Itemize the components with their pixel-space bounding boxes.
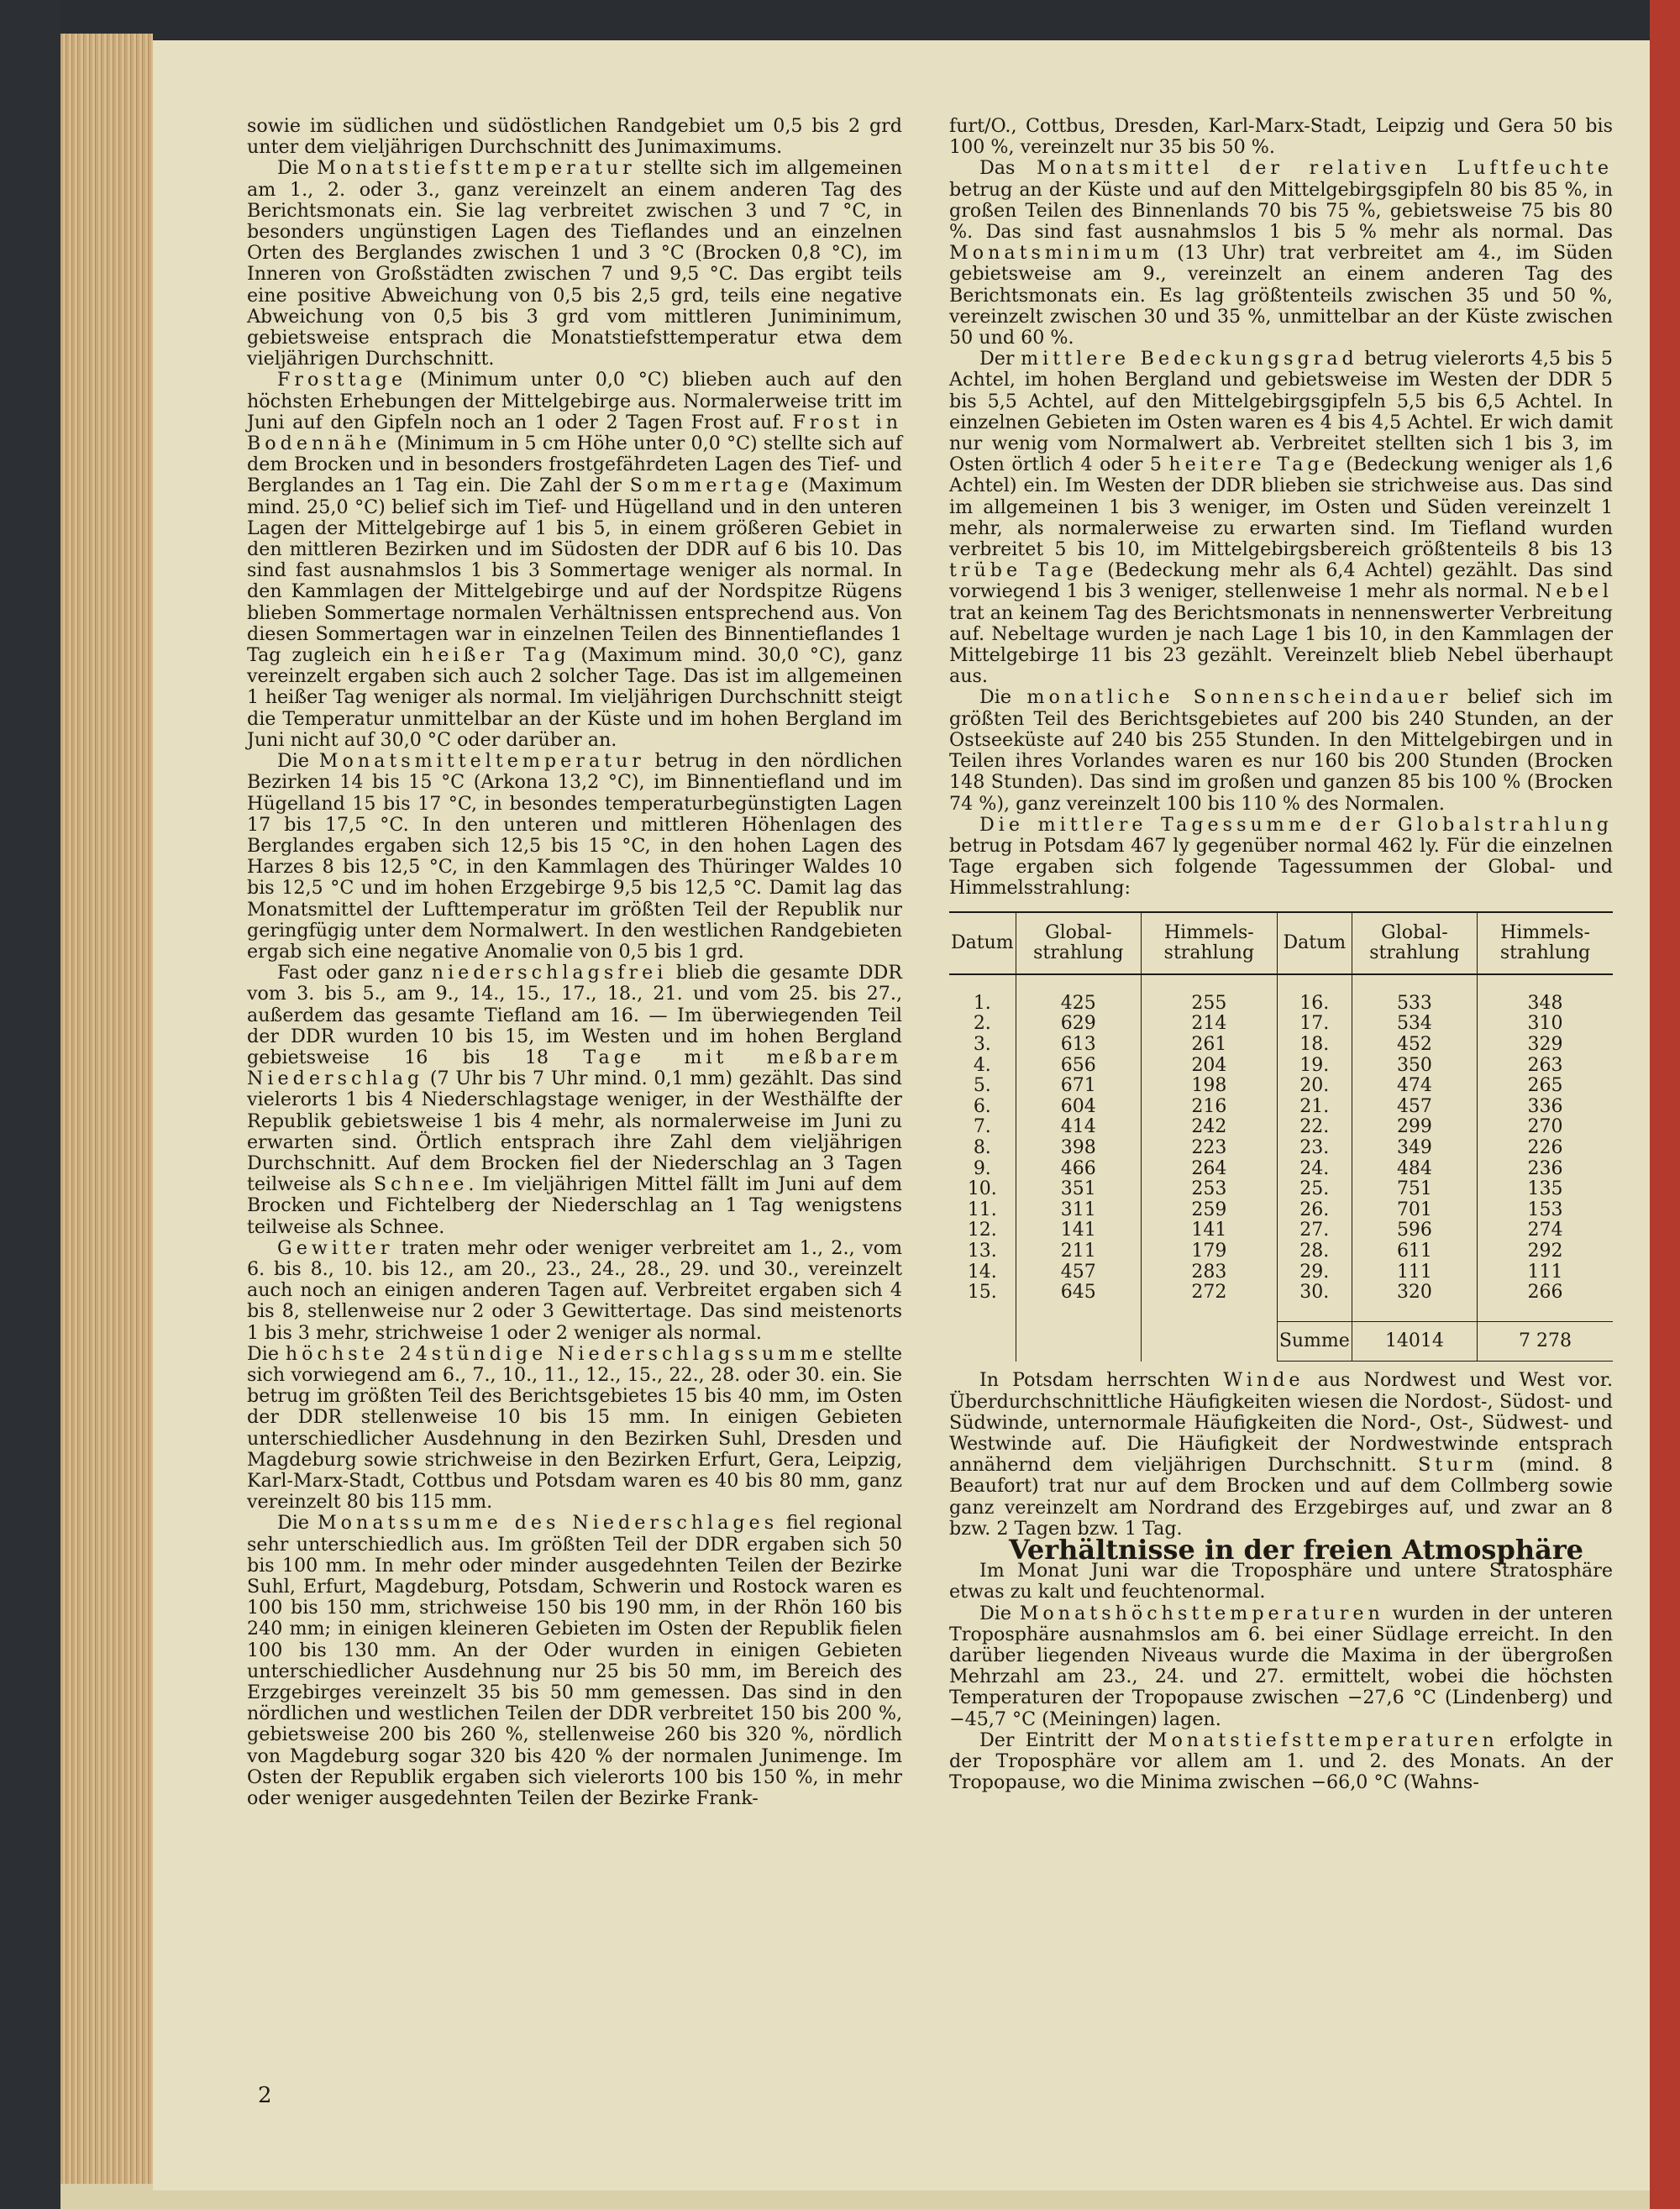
paragraph: Im Monat Juni war die Troposphäre und untere Stratosphäre etwas zu kalt und feuchtenormal. <box>949 1560 1613 1603</box>
table-cell: 270 <box>1478 1117 1613 1138</box>
paragraph: Die Monatshöchsttemperaturen wurden in der unteren Troposphäre ausnahmslos am 6. bei einer Südlage erreicht. In den darüber liegenden Niveaus wurde die Maxima in der übergroßen Mehrzahl am 23., 24. und 27. ermittelt, wobei die höchsten Temperaturen der Tropopause zwischen −27,6 °C (Lindenberg) und −45,7 °C (Meiningen) lagen. <box>949 1602 1613 1730</box>
table-cell: 242 <box>1141 1117 1277 1138</box>
table-cell: 3. <box>973 1034 991 1055</box>
table-cell: 16. <box>1277 994 1352 1015</box>
table-cell: 23. <box>1277 1138 1352 1159</box>
table-cell: 21. <box>1277 1096 1352 1117</box>
paragraph: Der mittlere Bedeckungsgrad betrug vielerorts 4,5 bis 5 Achtel, im hohen Bergland und gebietsweise im Westen der DDR 5 bis 5,5 Achtel, auf den Mittelgebirgsgipfeln 5,5 bis 6,5 Achtel. In einzelnen Gebieten im Osten waren es 4 bis 4,5 Achtel. Er wich damit nur wenig vom Normalwert ab. Verbreitet stellten sich 1 bis 3, im Osten örtlich 4 oder 5 heitere Tage (Bedeckung weniger als 1,6 Achtel) ein. Im Westen der DDR blieben sie strichweise aus. Das sind im allgemeinen 1 bis 3 weniger, im Osten und Süden vereinzelt 1 mehr, als normalerweise zu erwarten sind. Im Tiefland wurden verbreitet 5 bis 10, im Mittelgebirgsbereich größtenteils 8 bis 13 trübe Tage (Bedeckung mehr als 6,4 Achtel) gezählt. Das sind vorwiegend 1 bis 3 weniger, stellenweise 1 mehr als normal. Nebel trat an keinem Tag des Berichtsmonats in nennenswerter Verbreitung auf. Nebeltage wurden je nach Lage 1 bis 10, in den Kammlagen der Mittelgebirge 11 bis 23 gezählt. Vereinzelt blieb Nebel überhaupt aus. <box>949 348 1614 688</box>
table-cell: 9. <box>973 1157 991 1179</box>
table-cell: 223 <box>1141 1138 1277 1159</box>
table-cell: 141 <box>1016 1220 1141 1241</box>
paragraph: Die Monatstiefsttemperatur stellte sich im allgemeinen am 1., 2. oder 3., ganz vereinzelt an einem anderen Tag des Berichtsmonats ein. Sie lag verbreitet zwischen 3 und 7 °C, in besonders ungünstigen Lagen des Tieflandes und an einzelnen Orten des Berglandes zwischen 1 und 3 °C (Brocken 0,8 °C), im Inneren von Großstädten zwischen 7 und 9,5 °C. Das ergibt teils eine positive Abweichung von 0,5 bis 2,5 grd, teils eine negative Abweichung von 0,5 bis 3 grd vom mittleren Juniminimum, gebietsweise entsprach die Monatstiefsttemperatur etwa dem vieljährigen Durchschnitt. <box>247 157 902 370</box>
table-cell: 255 <box>1141 994 1277 1015</box>
table-row <box>949 1117 1613 1138</box>
table-cell: 25. <box>1277 1179 1352 1200</box>
paragraph: Die mittlere Tagessumme der Globalstrahlung betrug in Potsdam 467 ly gegenüber normal 462 ly. Für die einzelnen Tage ergaben sich folgende Tagessummen der Global- und Himmelsstrahlung: <box>949 813 1613 900</box>
table-cell: 15. <box>967 1282 997 1304</box>
table-row <box>949 1241 1613 1262</box>
table-cell: 22. <box>1277 1117 1352 1138</box>
table-header: Himmels-strahlung <box>1141 912 1277 974</box>
table-cell: 253 <box>1141 1179 1277 1200</box>
paragraph: Die monatliche Sonnenscheindauer belief sich im größten Teil des Berichtsgebietes auf 200 bis 240 Stunden, an der Ostseeküste auf 240 bis 255 Stunden. In den Mittelgebirgen und in Teilen ihres Vorlandes waren es nur 160 bis 200 Stunden (Brocken 148 Stunden). Das sind im großen und ganzen 85 bis 100 % (Brocken 74 %), ganz vereinzelt 100 bis 110 % des Normalen. <box>949 686 1613 815</box>
table-cell: 27. <box>1277 1220 1352 1241</box>
table-cell: 141 <box>1141 1220 1277 1241</box>
table-cell: 474 <box>1352 1076 1477 1097</box>
table-cell: 198 <box>1141 1076 1277 1097</box>
table-cell: 336 <box>1478 1096 1613 1117</box>
paragraph: Gewitter traten mehr oder weniger verbreitet am 1., 2., vom 6. bis 8., 10. bis 12., am 20., 23., 24., 28., 29. und 30., vereinzelt auch noch an einigen anderen Tagen auf. Verbreitet ergaben sich 4 bis 8, stellenweise nur 2 oder 3 Gewittertage. Das sind meistenorts 1 bis 3 mehr, strichweise 1 oder 2 weniger als normal. <box>247 1236 902 1344</box>
table-cell: 348 <box>1478 994 1613 1015</box>
table-cell: 351 <box>1016 1179 1141 1200</box>
right-column <box>949 116 1613 1793</box>
sum-cell: 7 278 <box>1478 1322 1613 1362</box>
table-cell: 13. <box>967 1240 997 1262</box>
book-top-edge <box>60 0 1680 40</box>
table-cell: 264 <box>1141 1158 1277 1179</box>
table-row <box>949 1199 1613 1220</box>
left-column <box>247 116 902 1809</box>
table-header-row <box>949 912 1613 974</box>
paragraph: Die höchste 24stündige Niederschlagssumme stellte sich vorwiegend am 6., 7., 10., 11., 12., 15., 22., 28. oder 30. ein. Sie betrug im größten Teil des Berichtsgebietes 15 bis 40 mm, im Osten der DDR stellenweise 10 bis 15 mm. In einigen Gebieten unterschiedlicher Ausdehnung in den Bezirken Suhl, Dresden und Magdeburg sowie strichweise in den Bezirken Erfurt, Gera, Leipzig, Karl-Marx-Stadt, Cottbus und Potsdam waren es 40 bis 80 mm, ganz vereinzelt 80 bis 115 mm. <box>247 1342 902 1514</box>
table-cell: 261 <box>1141 1035 1277 1056</box>
table-cell: 349 <box>1352 1138 1477 1159</box>
table-cell: 671 <box>1016 1076 1141 1097</box>
table-row <box>949 1096 1613 1117</box>
table-cell: 329 <box>1478 1035 1613 1056</box>
table-cell: 111 <box>1352 1262 1477 1283</box>
table-cell: 5. <box>973 1075 991 1097</box>
table-cell: 398 <box>1016 1138 1141 1159</box>
table-cell: 272 <box>1141 1283 1277 1304</box>
table-cell: 7. <box>973 1116 991 1138</box>
table-cell: 611 <box>1352 1241 1477 1262</box>
table-cell: 751 <box>1352 1179 1477 1200</box>
table-cell: 29. <box>1277 1262 1352 1283</box>
table-row <box>949 1262 1613 1283</box>
table-cell: 283 <box>1141 1262 1277 1283</box>
table-cell: 211 <box>1016 1241 1141 1262</box>
table-header: Global-strahlung <box>1016 912 1141 974</box>
table-row <box>949 1055 1613 1076</box>
table-cell: 596 <box>1352 1220 1477 1241</box>
table-header: Datum <box>1277 912 1352 974</box>
table-row <box>949 1283 1613 1304</box>
table-header: Global-strahlung <box>1352 912 1477 974</box>
table-cell: 613 <box>1016 1035 1141 1056</box>
table-cell: 30. <box>1277 1283 1352 1304</box>
table-cell: 20. <box>1277 1076 1352 1097</box>
section-heading: Verhältnisse in der freien Atmosphäre <box>1008 1534 1584 1566</box>
paragraph: Das Monatsmittel der relativen Luftfeuchte betrug an der Küste und auf den Mittelgebirgsgipfeln 80 bis 85 %, in großen Teilen des Binnenlands 70 bis 75 %, gebietsweise 75 bis 80 %. Das sind fast ausnahmslos 1 bis 5 % mehr als normal. Das Monatsminimum (13 Uhr) trat verbreitet am 4., im Süden gebietsweise am 9., vereinzelt an einem anderen Tag des Berichtsmonats ein. Es lag größtenteils zwischen 35 und 50 %, vereinzelt zwischen 30 und 35 %, unmittelbar an der Küste zwischen 50 und 60 %. <box>949 157 1613 349</box>
table-cell: 11. <box>967 1199 997 1220</box>
sum-cell: 14014 <box>1352 1322 1477 1362</box>
table-cell: 226 <box>1478 1138 1613 1159</box>
table-cell: 14. <box>967 1261 997 1283</box>
table-header: Datum <box>949 912 1016 974</box>
paragraph: Fast oder ganz niederschlagsfrei blieb die gesamte DDR vom 3. bis 5., am 9., 14., 15., 17., 18., 21. und vom 25. bis 27., außerdem das gesamte Tiefland am 16. — Im überwiegenden Teil der DDR wurden 10 bis 15, im Westen und im hohen Bergland gebietsweise 16 bis 18 Tage mit meßbarem Niederschlag (7 Uhr bis 7 Uhr mind. 0,1 mm) gezählt. Das sind vielerorts 1 bis 4 Niederschlagstage weniger, in der Westhälfte der Republik gebietsweise 1 bis 4 mehr, als normalerweise im Juni zu erwarten sind. Örtlich entsprach ihre Zahl dem vieljährigen Durchschnitt. Auf dem Brocken fiel der Niederschlag an 3 Tagen teilweise als Schnee. Im vieljährigen Mittel fällt im Juni auf dem Brocken und Fichtelberg der Niederschlag an 1 Tag wenigstens teilweise als Schnee. <box>247 962 902 1238</box>
table-cell: 263 <box>1478 1055 1613 1076</box>
table-cell: 533 <box>1352 994 1477 1015</box>
table-row <box>949 1220 1613 1241</box>
paragraph: In Potsdam herrschten Winde aus Nordwest und West vor. Überdurchschnittliche Häufigkeiten wiesen die Nordost-, Südost- und Südwinde, unternormale Häufigkeiten die Nord-, Ost-, Südwest- und Westwinde auf. Die Häufigkeit der Nordwestwinde entsprach annähernd dem vieljährigen Durchschnitt. Sturm (mind. 8 Beaufort) trat nur auf dem Brocken und auf dem Collmberg sowie ganz vereinzelt am Nordrand des Erzgebirges auf, und zwar an 8 bzw. 2 Tagen bzw. 1 Tag. <box>949 1369 1614 1540</box>
paragraph: furt/O., Cottbus, Dresden, Karl-Marx-Stadt, Leipzig und Gera 50 bis 100 %, vereinzelt nur 35 bis 50 %. <box>949 115 1613 159</box>
paragraph: sowie im südlichen und südöstlichen Randgebiet um 0,5 bis 2 grd unter dem vieljährigen Durchschnitt des Junimaximums. <box>247 115 902 159</box>
table-row <box>949 994 1613 1015</box>
table-cell: 179 <box>1141 1241 1277 1262</box>
table-cell: 701 <box>1352 1199 1477 1220</box>
table-cell: 299 <box>1352 1117 1477 1138</box>
table-cell: 214 <box>1141 1014 1277 1035</box>
paragraph: Die Monatsmitteltemperatur betrug in den nördlichen Bezirken 14 bis 15 °C (Arkona 13,2 °C), im Binnentiefland und im Hügelland 15 bis 17 °C, in besondes temperaturbegünstigten Lagen 17 bis 17,5 °C. In den unteren und mittleren Höhenlagen des Berglandes ergaben sich 12,5 bis 15 °C, in den hohen Lagen des Harzes 8 bis 12,5 °C, in den Kammlagen des Thüringer Waldes 10 bis 12,5 °C und im hohen Erzgebirge 9,5 bis 12,5 °C. Damit lag das Monatsmittel der Lufttemperatur im größten Teil der Republik nur geringfügig unter dem Normalwert. In den westlichen Randgebieten ergab sich eine negative Anomalie von 0,5 bis 1 grd. <box>247 750 902 963</box>
page <box>153 40 1650 2191</box>
paragraph: Der Eintritt der Monatstiefsttemperaturen erfolgte in der Troposphäre vor allem am 1. und 2. des Monats. An der Tropopause, wo die Minima zwischen −66,0 °C (Wahns- <box>949 1729 1613 1794</box>
table-cell: 311 <box>1016 1199 1141 1220</box>
table-cell: 18. <box>1277 1035 1352 1056</box>
table-cell: 656 <box>1016 1055 1141 1076</box>
paragraph: Frosttage (Minimum unter 0,0 °C) blieben auch auf den höchsten Erhebungen der Mittelgebirge aus. Normalerweise tritt im Juni auf den Gipfeln noch an 1 oder 2 Tagen Frost auf. Frost in Bodennähe (Minimum in 5 cm Höhe unter 0,0 °C) stellte sich auf dem Brocken und in besonders frostgefährdeten Lagen des Tief- und Berglandes an 1 Tag ein. Die Zahl der Sommertage (Maximum mind. 25,0 °C) belief sich im Tief- und Hügelland und in den unteren Lagen der Mittelgebirge auf 1 bis 5, in einem größeren Gebiet in den mittleren Bezirken und im Südosten der DDR auf 6 bis 10. Das sind fast ausnahmslos 1 bis 3 Sommertage weniger als normal. In den Kammlagen der Mittelgebirge und auf der Nordspitze Rügens blieben Sommertage normalen Verhältnissen entsprechend aus. Von diesen Sommertagen war in einzelnen Teilen des Binnentieflandes 1 Tag zugleich ein heißer Tag (Maximum mind. 30,0 °C), ganz vereinzelt ergaben sich auch 2 solcher Tage. Das ist im allgemeinen 1 heißer Tag weniger als normal. Im vieljährigen Durchschnitt steigt die Temperatur unmittelbar an der Küste und im hohen Bergland im Juni nicht auf 30,0 °C oder darüber an. <box>247 369 902 751</box>
table-row <box>949 1158 1613 1179</box>
table-row <box>949 1179 1613 1200</box>
table-cell: 484 <box>1352 1158 1477 1179</box>
table-cell: 1. <box>973 992 991 1014</box>
table-cell: 17. <box>1277 1014 1352 1035</box>
table-cell: 6. <box>973 1095 991 1117</box>
table-cell: 204 <box>1141 1055 1277 1076</box>
table-cell: 350 <box>1352 1055 1477 1076</box>
table-cell: 26. <box>1277 1199 1352 1220</box>
page-number: 2 <box>258 2083 272 2108</box>
table-cell: 216 <box>1141 1096 1277 1117</box>
table-row <box>949 1138 1613 1159</box>
table-cell: 320 <box>1352 1283 1477 1304</box>
table-cell: 19. <box>1277 1055 1352 1076</box>
sum-cell: Summe <box>1277 1322 1352 1362</box>
table-cell: 28. <box>1277 1241 1352 1262</box>
table-cell: 111 <box>1478 1262 1613 1283</box>
table-cell: 266 <box>1478 1283 1613 1304</box>
table-cell: 24. <box>1277 1158 1352 1179</box>
table-body <box>949 974 1613 1362</box>
table-cell: 2. <box>973 1013 991 1035</box>
table-row <box>949 1014 1613 1035</box>
radiation-table <box>949 911 1613 1362</box>
table-cell: 629 <box>1016 1014 1141 1035</box>
table-cell: 8. <box>973 1136 991 1158</box>
page-stack-edge <box>60 34 153 2184</box>
table-header: Himmels-strahlung <box>1478 912 1613 974</box>
table-cell: 265 <box>1478 1076 1613 1097</box>
table-cell: 12. <box>967 1220 997 1241</box>
table-cell: 645 <box>1016 1283 1141 1304</box>
table-cell: 310 <box>1478 1014 1613 1035</box>
sum-row <box>949 1322 1613 1362</box>
table-cell: 534 <box>1352 1014 1477 1035</box>
paragraph: Die Monatssumme des Niederschlages fiel regional sehr unterschiedlich aus. Im größten Teil der DDR ergaben sich 50 bis 100 mm. In mehr oder minder ausgedehnten Teilen der Bezirke Suhl, Erfurt, Magdeburg, Potsdam, Schwerin und Rostock waren es 100 bis 150 mm, strichweise 150 bis 190 mm, in der Rhön 160 bis 240 mm; in einigen kleineren Gebieten im Osten der Republik fielen 100 bis 130 mm. An der Oder wurden in einigen Gebieten unterschiedlicher Ausdehnung nur 25 bis 50 mm, im Bereich des Erzgebirges vereinzelt 35 bis 50 mm gemessen. Das sind in den nördlichen und westlichen Teilen der DDR verbreitet 150 bis 200 %, gebietsweise 200 bis 260 %, stellenweise 260 bis 320 %, nördlich von Magdeburg sogar 320 bis 420 % der normalen Junimenge. Im Osten der Republik ergaben sich vielerorts 100 bis 150 %, in mehr oder weniger ausgedehnten Teilen der Bezirke Frank- <box>247 1512 902 1810</box>
book-binding <box>0 0 60 2209</box>
table-cell: 274 <box>1478 1220 1613 1241</box>
book-cover-edge <box>1650 0 1680 2209</box>
table-cell: 236 <box>1478 1158 1613 1179</box>
table-cell: 604 <box>1016 1096 1141 1117</box>
table-cell: 135 <box>1478 1179 1613 1200</box>
table-cell: 10. <box>967 1178 997 1200</box>
table-cell: 4. <box>973 1054 991 1076</box>
table-row <box>949 1076 1613 1097</box>
table-row <box>949 1035 1613 1056</box>
table-cell: 425 <box>1016 994 1141 1015</box>
table-cell: 414 <box>1016 1117 1141 1138</box>
table-cell: 457 <box>1352 1096 1477 1117</box>
table-cell: 452 <box>1352 1035 1477 1056</box>
table-cell: 259 <box>1141 1199 1277 1220</box>
table-cell: 153 <box>1478 1199 1613 1220</box>
table-cell: 457 <box>1016 1262 1141 1283</box>
table-cell: 466 <box>1016 1158 1141 1179</box>
table-cell: 292 <box>1478 1241 1613 1262</box>
